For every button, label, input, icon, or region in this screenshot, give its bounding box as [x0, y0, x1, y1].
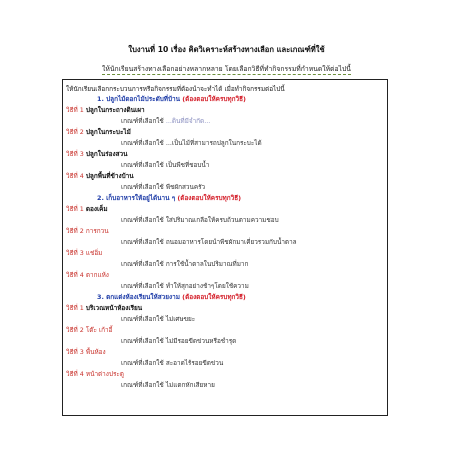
section-note: (ต้องตอบให้ครบทุกวิธี) — [177, 194, 242, 202]
section-2-way-1: วิธีที่ 1 ดองเค็ม — [66, 205, 108, 213]
section-3-criteria-2: เกณฑ์ที่เลือกใช้ ไม่มีรอยขีดข่วนหรือชำรุด — [121, 337, 237, 345]
section-3-criteria-1: เกณฑ์ที่เลือกใช้ ไม่เศษขยะ — [121, 315, 196, 323]
section-1-way-2: วิธีที่ 2 ปลูกในกระบะไม้ — [66, 128, 131, 136]
section-1-criteria-2: เกณฑ์ที่เลือกใช้ ...เป็นไม้ที่สามารถปลูกในกระบะได้ — [121, 139, 262, 147]
section-3-heading: 3. ตกแต่งห้องเรียนให้สวยงาม (ต้องตอบให้ครบทุกวิธี) — [97, 293, 246, 301]
section-2-way-2: วิธีที่ 2 การกวน — [66, 227, 109, 235]
section-3-criteria-4: เกณฑ์ที่เลือกใช้ ไม่แตกหักเสียหาย — [121, 381, 215, 389]
section-2-criteria-3: เกณฑ์ที่เลือกใช้ การใช้น้ำตาลในปริมาณที่มาก — [121, 260, 249, 268]
section-note: (ต้องตอบให้ครบทุกวิธี) — [182, 293, 246, 301]
answer-box — [62, 79, 388, 416]
section-1-criteria-3: เกณฑ์ที่เลือกใช้ เป็นพืชที่ชอบน้ำ — [121, 161, 210, 169]
section-3-way-2: วิธีที่ 2 โต๊ะ เก้าอี้ — [66, 326, 113, 334]
section-1-way-1: วิธีที่ 1 ปลูกในกระถางดินเผา — [66, 106, 145, 114]
section-1-criteria-1: เกณฑ์ที่เลือกใช้ ...ดินที่มีจำกัด... — [121, 117, 211, 125]
section-2-criteria-2: เกณฑ์ที่เลือกใช้ ถนอมอาหารโดยนำพืชผักมาเคี่ยวรวมกับน้ำตาล — [121, 238, 297, 246]
instruction-text: ให้นักเรียนสร้างทางเลือกอย่างหลากหลาย โดยเลือกวิธีที่ทำกิจกรรมที่กำหนดให้ต่อไปนี้ — [102, 65, 351, 73]
section-note: (ต้องตอบให้ครบทุกวิธี) — [182, 95, 246, 103]
worksheet-instruction — [0, 63, 453, 74]
box-intro: ให้นักเรียนเลือกกระบวนการหรือกิจกรรมที่ต้องนำจะทำได้ เมื่อทำกิจกรรมต่อไปนี้ — [66, 85, 285, 93]
section-3-way-1: วิธีที่ 1 บริเวณหน้าห้องเรียน — [66, 304, 143, 312]
section-1-way-4: วิธีที่ 4 ปลูกพื้นที่ข้างบ้าน — [66, 172, 134, 180]
section-2-criteria-4: เกณฑ์ที่เลือกใช้ ทำให้สุกอย่างช้าๆโดยใช้ความ — [121, 282, 249, 290]
section-3-way-3: วิธีที่ 3 พื้นห้อง — [66, 348, 106, 356]
section-2-criteria-1: เกณฑ์ที่เลือกใช้ ใส่ปริมาณเกลือให้ครบถ้วนตามความชอบ — [121, 216, 279, 224]
section-2-way-4: วิธีที่ 4 ตากแห้ง — [66, 271, 109, 279]
section-2-heading: 2. เก็บอาหารให้อยู่ได้นาน ๆ (ต้องตอบให้ครบทุกวิธี) — [97, 194, 242, 202]
worksheet-title: ใบงานที่ 10 เรื่อง คิดวิเคราะห์สร้างทางเลือก และเกณฑ์ที่ใช้ — [128, 45, 325, 54]
section-1-way-3: วิธีที่ 3 ปลูกในร่องสวน — [66, 150, 128, 158]
section-1-heading: 1. ปลูกไม้ดอกไม้ประดับที่บ้าน (ต้องตอบให้ครบทุกวิธี) — [97, 95, 246, 103]
section-2-way-3: วิธีที่ 3 แช่อิ่ม — [66, 249, 103, 257]
section-1-criteria-4: เกณฑ์ที่เลือกใช้ พืชผักสวนครัว — [121, 183, 206, 191]
section-3-criteria-3: เกณฑ์ที่เลือกใช้ สะอาดไร้รอยขีดข่วน — [121, 359, 224, 367]
section-3-way-4: วิธีที่ 4 หน้าต่างประตู — [66, 370, 124, 378]
